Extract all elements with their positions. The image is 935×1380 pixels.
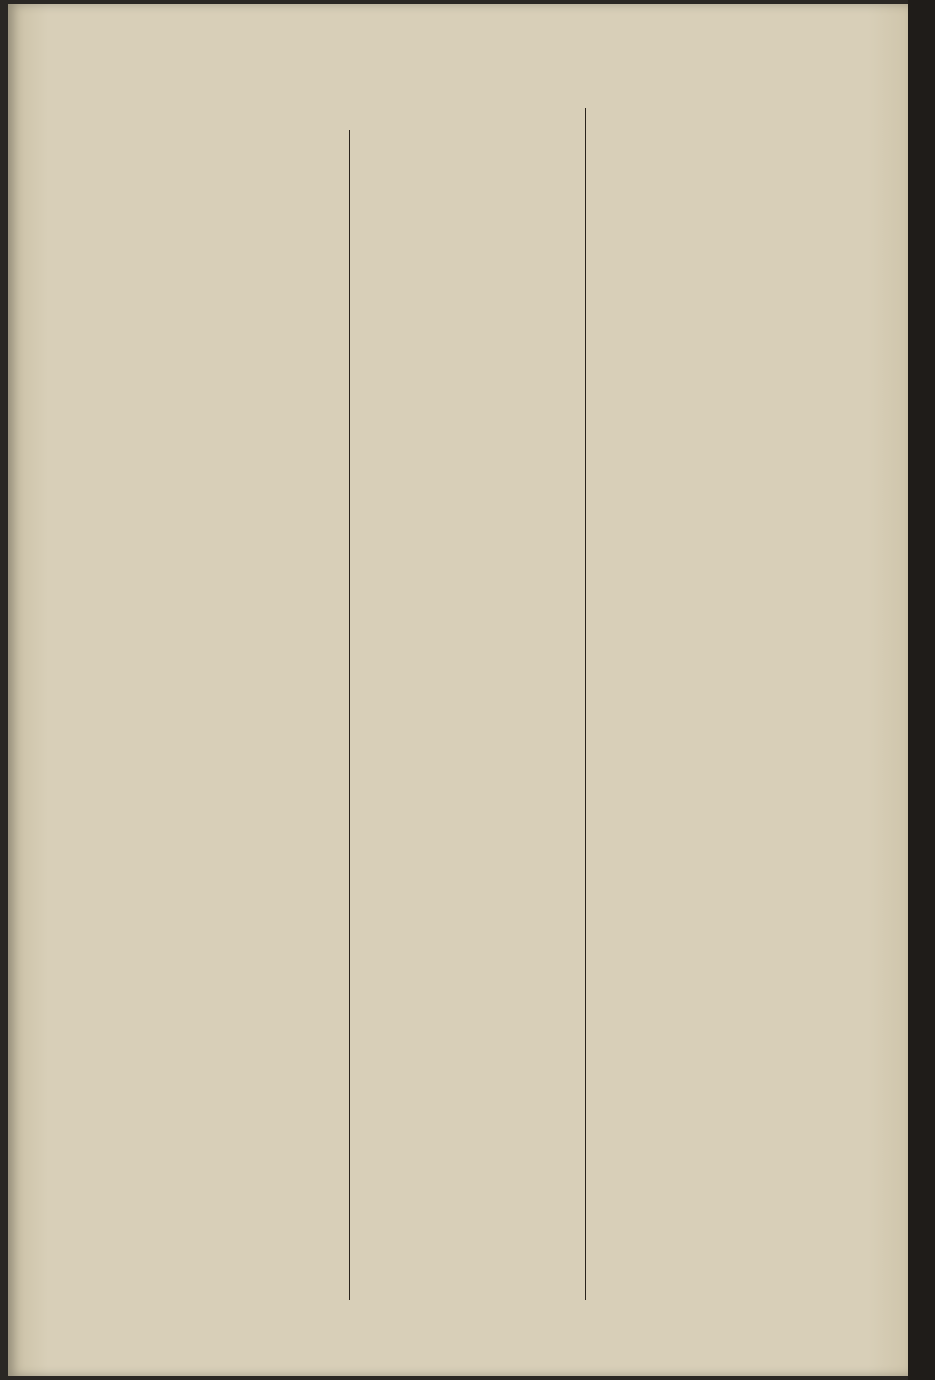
book-page — [8, 4, 908, 1376]
column-divider — [585, 108, 586, 1300]
page-edge — [908, 0, 935, 1380]
column-divider — [349, 130, 350, 1300]
